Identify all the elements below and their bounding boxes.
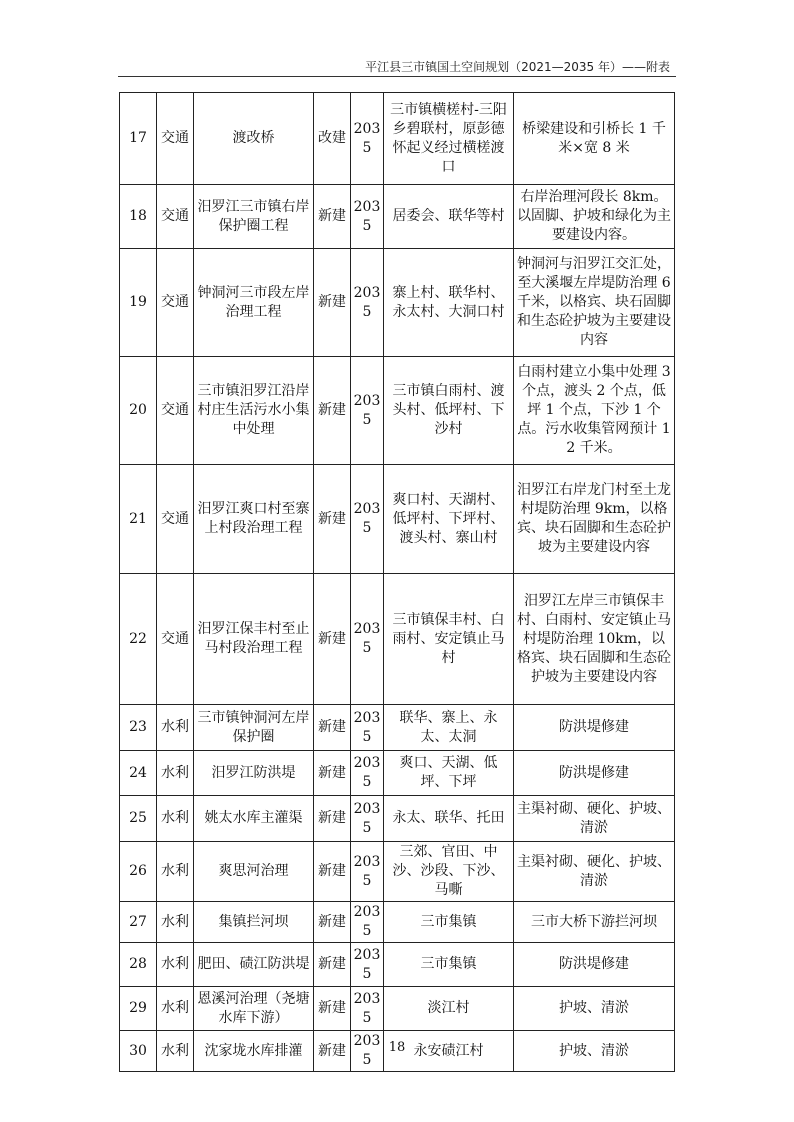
row-construction-type: 新建 — [314, 705, 351, 751]
row-location: 永太、联华、托田 — [384, 796, 514, 842]
row-construction-type: 新建 — [314, 842, 351, 902]
row-project-name: 爽思河治理 — [194, 842, 314, 902]
row-number: 25 — [120, 796, 157, 842]
row-construction-type: 新建 — [314, 751, 351, 796]
row-content: 防洪堤修建 — [514, 751, 675, 796]
row-category: 水利 — [157, 943, 194, 987]
row-year: 2035 — [351, 943, 384, 987]
row-number: 24 — [120, 751, 157, 796]
row-category: 水利 — [157, 796, 194, 842]
table-row — [120, 902, 675, 943]
row-year: 2035 — [351, 842, 384, 902]
row-content: 主渠衬砌、硬化、护坡、清淤 — [514, 796, 675, 842]
row-project-name: 姚太水库主灌渠 — [194, 796, 314, 842]
row-number: 22 — [120, 574, 157, 705]
row-category: 交通 — [157, 574, 194, 705]
row-construction-type: 新建 — [314, 1031, 351, 1072]
page-number: 18 — [388, 1040, 406, 1055]
row-content: 护坡、清淤 — [514, 1031, 675, 1072]
row-location: 永安碛江村 — [384, 1031, 514, 1072]
row-content: 三市大桥下游拦河坝 — [514, 902, 675, 943]
row-project-name: 恩溪河治理（尧塘水库下游） — [194, 987, 314, 1031]
table-row — [120, 93, 675, 185]
row-category: 水利 — [157, 902, 194, 943]
row-number: 29 — [120, 987, 157, 1031]
row-location: 三市镇横槎村-三阳乡碧联村，原彭德怀起义经过横槎渡口 — [384, 93, 514, 185]
row-location: 居委会、联华等村 — [384, 185, 514, 249]
row-project-name: 汨罗江爽口村至寨上村段治理工程 — [194, 465, 314, 574]
row-year: 2035 — [351, 93, 384, 185]
row-number: 20 — [120, 357, 157, 465]
running-header: 平江县三市镇国土空间规划（2021—2035 年）——附表 — [365, 60, 670, 74]
row-location: 三市镇保丰村、白雨村、安定镇止马村 — [384, 574, 514, 705]
table-row — [120, 705, 675, 751]
row-project-name: 肥田、碛江防洪堤 — [194, 943, 314, 987]
row-number: 23 — [120, 705, 157, 751]
row-year: 2035 — [351, 1031, 384, 1072]
row-category: 水利 — [157, 987, 194, 1031]
table-row — [120, 574, 675, 705]
row-construction-type: 新建 — [314, 943, 351, 987]
row-location: 三市集镇 — [384, 902, 514, 943]
row-content: 钟洞河与汨罗江交汇处，至大溪堰左岸堤防治理 6 千米，以格宾、块石固脚和生态砼护坡为主要建设内容 — [514, 249, 675, 357]
row-category: 水利 — [157, 705, 194, 751]
row-project-name: 三市镇钟洞河左岸保护圈 — [194, 705, 314, 751]
row-construction-type: 新建 — [314, 796, 351, 842]
row-project-name: 三市镇汨罗江沿岸村庄生活污水小集中处理 — [194, 357, 314, 465]
row-project-name: 钟洞河三市段左岸治理工程 — [194, 249, 314, 357]
row-number: 21 — [120, 465, 157, 574]
row-project-name: 渡改桥 — [194, 93, 314, 185]
row-construction-type: 新建 — [314, 357, 351, 465]
row-category: 交通 — [157, 465, 194, 574]
row-number: 19 — [120, 249, 157, 357]
row-construction-type: 新建 — [314, 902, 351, 943]
row-category: 水利 — [157, 842, 194, 902]
row-location: 三郊、官田、中沙、沙段、下沙、马嘶 — [384, 842, 514, 902]
row-content: 汨罗江左岸三市镇保丰村、白雨村、安定镇止马村堤防治理 10km，以格宾、块石固脚和生态砼护坡为主要建设内容 — [514, 574, 675, 705]
row-category: 水利 — [157, 1031, 194, 1072]
table-row — [120, 943, 675, 987]
row-year: 2035 — [351, 574, 384, 705]
row-year: 2035 — [351, 902, 384, 943]
row-construction-type: 新建 — [314, 465, 351, 574]
row-construction-type: 新建 — [314, 987, 351, 1031]
row-construction-type: 新建 — [314, 249, 351, 357]
header-rule — [118, 76, 676, 77]
row-year: 2035 — [351, 465, 384, 574]
row-project-name: 集镇拦河坝 — [194, 902, 314, 943]
row-project-name: 沈家垅水库排灌 — [194, 1031, 314, 1072]
row-construction-type: 新建 — [314, 185, 351, 249]
row-year: 2035 — [351, 705, 384, 751]
table-row — [120, 357, 675, 465]
project-table — [119, 92, 675, 1072]
row-category: 交通 — [157, 185, 194, 249]
row-category: 水利 — [157, 751, 194, 796]
row-content: 右岸治理河段长 8km。以固脚、护坡和绿化为主要建设内容。 — [514, 185, 675, 249]
row-year: 2035 — [351, 185, 384, 249]
table-row — [120, 796, 675, 842]
table-row — [120, 249, 675, 357]
row-construction-type: 新建 — [314, 574, 351, 705]
row-content: 白雨村建立小集中处理 3 个点，渡头 2 个点，低坪 1 个点，下沙 1 个点。污水收集管网预计 12 千米。 — [514, 357, 675, 465]
row-project-name: 汨罗江三市镇右岸保护圈工程 — [194, 185, 314, 249]
row-content: 护坡、清淤 — [514, 987, 675, 1031]
row-project-name: 汨罗江保丰村至止马村段治理工程 — [194, 574, 314, 705]
row-location: 淡江村 — [384, 987, 514, 1031]
row-location: 寨上村、联华村、永太村、大洞口村 — [384, 249, 514, 357]
row-number: 26 — [120, 842, 157, 902]
row-content: 防洪堤修建 — [514, 943, 675, 987]
row-construction-type: 改建 — [314, 93, 351, 185]
row-location: 爽口村、天湖村、低坪村、下坪村、渡头村、寨山村 — [384, 465, 514, 574]
row-location: 三市镇白雨村、渡头村、低坪村、下沙村 — [384, 357, 514, 465]
row-content: 汨罗江右岸龙门村至土龙村堤防治理 9km，以格宾、块石固脚和生态砼护坡为主要建设内容 — [514, 465, 675, 574]
row-location: 联华、寨上、永太、太洞 — [384, 705, 514, 751]
row-project-name: 汨罗江防洪堤 — [194, 751, 314, 796]
row-content: 防洪堤修建 — [514, 705, 675, 751]
row-category: 交通 — [157, 357, 194, 465]
row-number: 18 — [120, 185, 157, 249]
row-year: 2035 — [351, 249, 384, 357]
row-category: 交通 — [157, 249, 194, 357]
table-row — [120, 465, 675, 574]
table-row — [120, 751, 675, 796]
row-location: 三市集镇 — [384, 943, 514, 987]
row-number: 27 — [120, 902, 157, 943]
row-number: 30 — [120, 1031, 157, 1072]
row-year: 2035 — [351, 357, 384, 465]
row-content: 主渠衬砌、硬化、护坡、清淤 — [514, 842, 675, 902]
row-content: 桥梁建设和引桥长 1 千米×宽 8 米 — [514, 93, 675, 185]
row-year: 2035 — [351, 987, 384, 1031]
table-row — [120, 185, 675, 249]
row-number: 17 — [120, 93, 157, 185]
table-row — [120, 987, 675, 1031]
row-number: 28 — [120, 943, 157, 987]
row-year: 2035 — [351, 751, 384, 796]
row-category: 交通 — [157, 93, 194, 185]
row-year: 2035 — [351, 796, 384, 842]
table-row — [120, 842, 675, 902]
row-location: 爽口、天湖、低坪、下坪 — [384, 751, 514, 796]
